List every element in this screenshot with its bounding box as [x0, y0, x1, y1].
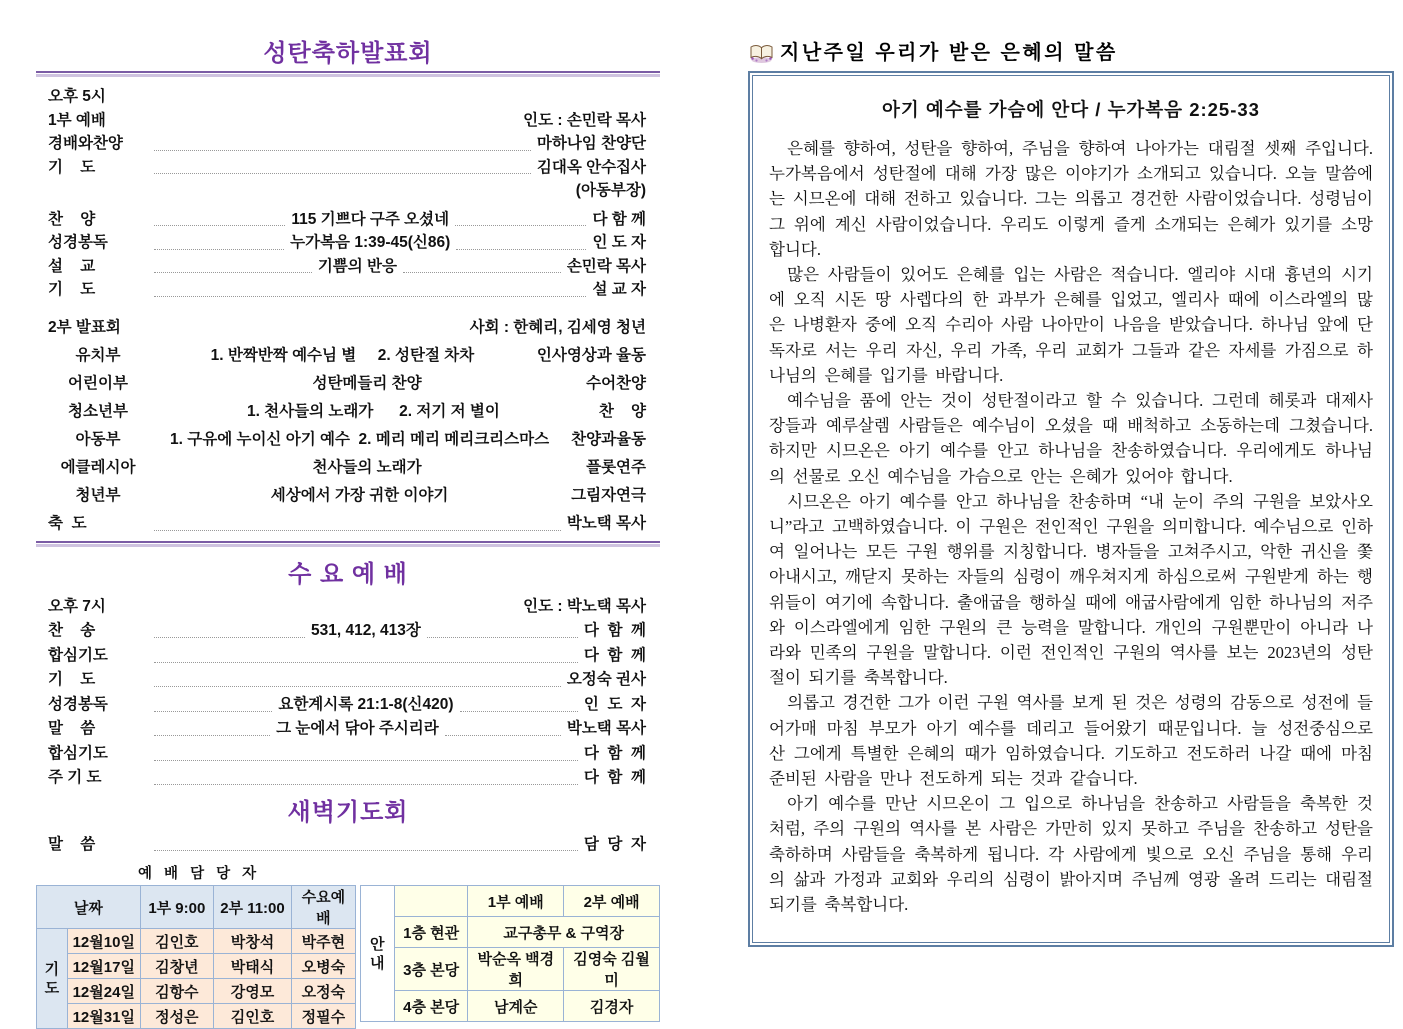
order-row [36, 85, 660, 109]
row-center-text: 천사들의 노래가 [312, 458, 422, 476]
order-row [36, 766, 660, 791]
row-right-text: 찬양과율동 [571, 430, 646, 448]
row-right-text: 사회 : 한혜리, 김세영 청년 [469, 318, 646, 336]
dotted-leader [154, 283, 586, 297]
row-label: 에클레시아 [60, 458, 136, 476]
data-cell: 강영모 [213, 979, 291, 1004]
row-center-text: 115 기쁘다 구주 오셨네 [291, 210, 450, 228]
row-center-text: 1. 천사들의 노래가 2. 저기 저 별이 [246, 402, 500, 420]
bulletin-left-page [36, 40, 660, 1029]
dotted-leader [427, 624, 578, 638]
side-label-cell: 안 내 [360, 886, 394, 1022]
section-title-wednesday-worship: 수 요 예 배 [288, 560, 408, 588]
row-label: 기 도 [48, 158, 96, 176]
row-right-text: 인도 : 손민락 목사 [523, 111, 646, 129]
row-label: 경배와찬양 [48, 135, 123, 152]
bulletin-right-page [748, 40, 1394, 947]
data-cell: 오병숙 [292, 954, 356, 979]
row-right-text: 플롯연주 [586, 458, 646, 476]
dotted-leader [154, 160, 531, 174]
sermon-paragraph: 많은 사람들이 있어도 은혜를 입는 사람은 적습니다. 엘리야 시대 흉년의 시기에 오직 시돈 땅 사렙다의 한 과부가 은혜를 입었고, 엘리사 때에 이스라엘의 많은 나병환자 중에 오직 수리아 사람 나아만이 나음을 받았습니다. 하나님 앞에 단독자로 서는 우리 자신, 우리 가족, 우리 교회가 그들과 같은 자세를 가짐으로 하나님의 은혜를 입기를 바랍니다. [769, 265, 1373, 385]
date-header-cell: 날짜 [37, 886, 141, 929]
order-row [36, 342, 660, 370]
row-label: 성경봉독 [48, 234, 108, 251]
order-row [36, 742, 660, 767]
row-label: 1부 예배 [48, 111, 106, 129]
data-cell: 정필수 [292, 1004, 356, 1029]
row-right-text: 담 당 자 [583, 835, 646, 853]
dotted-leader [455, 212, 586, 226]
place-cell: 1층 현관 [394, 917, 467, 948]
sermon-summary-inner [752, 75, 1390, 943]
row-center-text: 요한계시록 21:1-8(신420) [278, 695, 454, 713]
data-cell: 김인호 [140, 929, 213, 954]
row-label: 어린이부 [68, 374, 128, 392]
place-cell: 3층 본당 [394, 948, 467, 991]
dotted-leader [154, 747, 578, 761]
row-right-text: 다 함 께 [583, 744, 646, 762]
order-row [36, 398, 660, 426]
order-row [36, 833, 660, 857]
row-center-text: 531, 412, 413장 [311, 622, 421, 639]
section-divider [36, 541, 660, 549]
header-cell: 2부 11:00 [213, 886, 291, 929]
header-cell: 1부 9:00 [140, 886, 213, 929]
row-label: 2부 발표회 [48, 318, 121, 336]
data-cell: 박주현 [292, 929, 356, 954]
row-label: 성경봉독 [48, 695, 108, 713]
order-row [36, 693, 660, 718]
open-book-icon [748, 42, 775, 64]
order-row [36, 426, 660, 454]
row-label: 유치부 [75, 346, 121, 364]
order-row [36, 482, 660, 510]
row-label: 주 기 도 [48, 769, 102, 786]
order-row [36, 510, 660, 538]
row-gap [36, 302, 660, 314]
row-center-text: 그 눈에서 닦아 주시리라 [276, 720, 439, 737]
table-row [37, 1004, 356, 1029]
data-cell: 김경자 [564, 991, 660, 1022]
row-right-text: 박노택 목사 [566, 720, 647, 737]
side-label-cell: 기 도 [37, 929, 68, 1029]
table-row [37, 954, 356, 979]
row-label: 합심기도 [48, 646, 108, 664]
order-row [36, 231, 660, 255]
row-label: 말 씀 [48, 720, 96, 737]
data-cell: 12월17일 [67, 954, 140, 979]
data-cell: 12월10일 [67, 929, 140, 954]
row-label: 말 씀 [48, 835, 96, 853]
order-row [36, 668, 660, 693]
header-cell: 2부 예배 [564, 886, 660, 917]
row-center-text: 기쁨의 반응 [317, 257, 397, 275]
table-header-row [360, 886, 659, 917]
row-center-text: 성탄메들리 찬양 [312, 374, 422, 392]
row-right-text: 수어찬양 [586, 374, 646, 392]
row-label: 오후 5시 [48, 88, 106, 105]
header-cell: 1부 예배 [468, 886, 564, 917]
dotted-leader [154, 212, 285, 226]
data-cell: 정성은 [140, 1004, 213, 1029]
dotted-leader [154, 673, 561, 687]
dotted-leader [403, 259, 561, 273]
row-right-text: 인도 : 박노택 목사 [523, 597, 646, 615]
row-center-text: 누가복음 1:39-45(신86) [290, 234, 451, 251]
sermon-summary-box [748, 71, 1394, 947]
row-right-text: 설 교 자 [592, 281, 646, 298]
row-right-text: 마하나임 찬양단 [536, 135, 646, 152]
row-label: 기 도 [48, 671, 96, 688]
sermon-paragraph: 아기 예수를 만난 시므온이 그 입으로 하나님을 찬송하고 사람들을 축복한 것처럼, 주의 구원의 역사를 본 사람은 가만히 있지 못하고 주님을 찬송하고 성탄을 축하하며 사람들을 축복하게 됩니다. 각 사람에게 빛으로 오신 주님을 통해 우리의 삶과 가정과 교회와 우리의 심령이 밝아지며 주님께 영광 올려 드리는 대림절 되기를 축복합니다. [769, 794, 1373, 915]
row-label: 오후 7시 [48, 597, 106, 615]
dotted-leader [154, 259, 312, 273]
data-cell: 박창석 [213, 929, 291, 954]
row-right-text: 그림자연극 [571, 486, 646, 504]
row-right-text: 다 함 께 [592, 210, 647, 228]
row-right-text: 인 도 자 [592, 234, 646, 251]
prayer-duty-table [36, 885, 356, 1029]
duty-roster-caption: 예 배 담 당 자 [138, 866, 261, 882]
row-right-text: 오정숙 권사 [566, 671, 646, 688]
sermon-body [769, 136, 1373, 917]
row-right-text: 찬 양 [598, 402, 646, 420]
christmas-program-order-list [36, 85, 660, 538]
row-right-text: 김대옥 안수집사 [536, 158, 646, 176]
wednesday-worship-order-list [36, 595, 660, 791]
row-center-text: 1. 구유에 누이신 아기 예수 2. 메리 메리 메리크리스마스 [170, 430, 550, 448]
table-header-row [37, 886, 356, 929]
header-cell: 수요예배 [292, 886, 356, 929]
data-cell: 오정숙 [292, 979, 356, 1004]
data-cell: 김창년 [140, 954, 213, 979]
title-divider [36, 71, 660, 79]
dotted-leader [154, 236, 284, 250]
table-row [37, 929, 356, 954]
data-cell: 박태식 [213, 954, 291, 979]
place-cell: 4층 본당 [394, 991, 467, 1022]
dotted-leader [154, 771, 578, 785]
dotted-leader [445, 722, 561, 736]
row-center-text: 세상에서 가장 귀한 이야기 [270, 486, 449, 504]
data-cell: 12월24일 [67, 979, 140, 1004]
dotted-leader [154, 722, 270, 736]
row-right-text: 다 함 께 [583, 622, 647, 639]
section-title-christmas-program: 성탄축하발표회 [263, 40, 433, 67]
row-label: 축 도 [48, 514, 87, 532]
row-right-text: 박노택 목사 [566, 514, 646, 532]
row-right-text: 다 함 께 [583, 769, 646, 786]
order-row [36, 208, 660, 232]
dotted-leader [154, 837, 578, 851]
dotted-leader [460, 698, 578, 712]
sermon-paragraph: 예수님을 품에 안는 것이 성탄절이라고 할 수 있습니다. 그런데 헤롯과 대제사장들과 예루살렘 사람들은 예수님이 오셨을 때 배척하고 소동하는데 그쳤습니다. 하지만 시므온은 아기 예수를 안고 하나님을 찬송하였습니다. 우리에게도 하나님의 선물로 오신 예수님을 가슴으로 안는 은혜가 있어야 합니다. [769, 391, 1373, 486]
table-row [37, 979, 356, 1004]
sermon-recap-header [748, 40, 1394, 66]
data-cell: 김항수 [140, 979, 213, 1004]
order-row [36, 255, 660, 279]
duty-tables-row [36, 885, 660, 1029]
dotted-leader [154, 649, 578, 663]
data-cell: 교구총무 & 구역장 [468, 917, 660, 948]
row-right-text: 인 도 자 [583, 695, 647, 713]
order-row [36, 644, 660, 669]
row-label: 찬 양 [48, 210, 96, 228]
data-cell: 12월31일 [67, 1004, 140, 1029]
table-row [360, 948, 659, 991]
order-row [36, 370, 660, 398]
row-label: 아동부 [75, 430, 121, 448]
row-right-text: 인사영상과 율동 [536, 346, 646, 364]
order-row [36, 132, 660, 156]
order-row [36, 156, 660, 180]
data-cell: 박순옥 백경희 [468, 948, 564, 991]
usher-guide-table [360, 885, 660, 1022]
empty-cell [394, 886, 467, 917]
row-right-text: (아동부장) [575, 182, 646, 199]
table-row [360, 917, 659, 948]
order-row [36, 278, 660, 302]
order-row [36, 454, 660, 482]
order-row [36, 619, 660, 644]
order-row [36, 717, 660, 742]
section-title-dawn-prayer: 새벽기도회 [287, 798, 409, 826]
dotted-leader [456, 236, 586, 250]
row-label: 청소년부 [68, 402, 128, 420]
data-cell: 김영숙 김월미 [564, 948, 660, 991]
order-row [36, 179, 660, 203]
sermon-paragraph: 의롭고 경건한 그가 이런 구원 역사를 보게 된 것은 성령의 감동으로 성전에 들어가매 마침 부모가 아기 예수를 데리고 들어왔기 때문입니다. 늘 성전중심으로 산 그에게 특별한 은혜의 때가 임하였습니다. 기도하고 전도하러 나갈 때에 마침 준비된 사람을 만나 전도하게 되는 것과 같습니다. [769, 693, 1373, 789]
row-label: 찬 송 [48, 622, 96, 639]
order-row [36, 314, 660, 342]
dotted-leader [154, 137, 531, 151]
sermon-paragraph: 시므온은 아기 예수를 안고 하나님을 찬송하며 “내 눈이 주의 구원을 보았사오니”라고 고백하였습니다. 이 구원은 전인적인 구원을 의미합니다. 예수님으로 인하여 일어나는 모든 구원 행위를 지칭합니다. 병자들을 고쳐주시고, 악한 귀신을 쫓아내시고, 깨닫지 못하는 자들의 심령이 깨우쳐지게 하심으로써 구원받게 하는 행위들이 여기에 속합니다. 출애굽을 행하실 때에 애굽사람에게 임한 하나님의 저주와 이스라엘에게 임한 구원의 큰 능력을 말합니다. 개인의 구원뿐만이 아니라 나라와 민족의 구원을 말합니다. 이런 전인적인 구원의 역사를 보는 2023년의 성탄절이 되기를 축복합니다. [769, 491, 1373, 688]
sermon-title: 아기 예수를 가슴에 안다 / 누가복음 2:25-33 [882, 99, 1260, 120]
dawn-prayer-order-list [36, 833, 660, 857]
sermon-paragraph: 은혜를 향하여, 성탄을 향하여, 주님을 향하여 나아가는 대림절 셋째 주입니다. 누가복음에서 성탄절에 대해 가장 많은 이야기가 소개되고 있습니다. 오늘 말씀에는 시므온에 대해 전하고 있습니다. 그는 의롭고 경건한 사람이었습니다. 성령님이 그 위에 계신 사람이었습니다. 우리도 이렇게 즐게 소개되는 은혜가 있기를 소망합니다. [769, 139, 1373, 259]
row-center-text: 1. 반짝반짝 예수님 별 2. 성탄절 차차 [210, 346, 475, 364]
row-label: 청년부 [75, 486, 121, 504]
dotted-leader [154, 624, 305, 638]
row-right-text: 손민락 목사 [566, 257, 646, 275]
recap-header-text: 지난주일 우리가 받은 은혜의 말씀 [780, 42, 1118, 64]
row-right-text: 다 함 께 [583, 646, 646, 664]
table-row [360, 991, 659, 1022]
row-label: 합심기도 [48, 744, 108, 762]
dotted-leader [154, 517, 561, 531]
data-cell: 남계순 [468, 991, 564, 1022]
dotted-leader [154, 698, 272, 712]
data-cell: 김인호 [213, 1004, 291, 1029]
order-row [36, 595, 660, 620]
order-row [36, 109, 660, 133]
row-label: 기 도 [48, 281, 96, 298]
row-label: 설 교 [48, 257, 96, 275]
